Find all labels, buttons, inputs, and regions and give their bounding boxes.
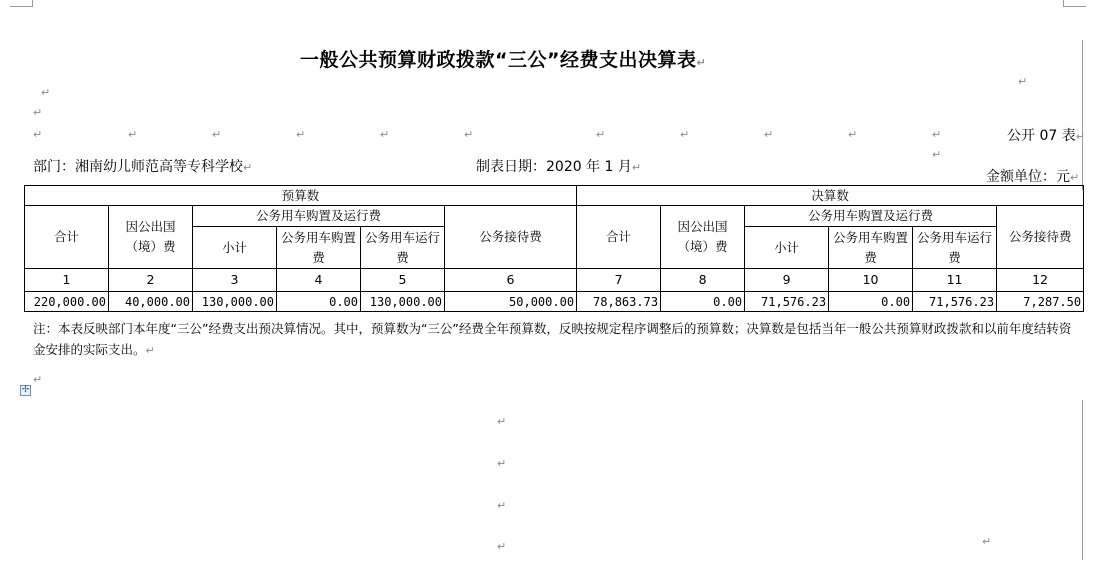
- actual-total-value: 78,863.73: [577, 292, 661, 312]
- form-code: 公开 07 表↵: [1007, 128, 1085, 144]
- paragraph-mark: ↵: [1018, 75, 1028, 88]
- paragraph-mark: ↵: [497, 415, 507, 428]
- column-number: 10: [829, 269, 913, 292]
- paragraph-mark: ↵: [33, 128, 43, 141]
- budget-operation-header: 公务用车运行费: [361, 227, 445, 269]
- column-number: 7: [577, 269, 661, 292]
- paragraph-mark: ↵: [764, 128, 774, 141]
- actual-total-header: 合计: [577, 206, 661, 269]
- actual-purchase-header: 公务用车购置费: [829, 227, 913, 269]
- paragraph-mark: ↵: [41, 86, 51, 99]
- currency-unit: 金额单位：元↵: [986, 169, 1080, 185]
- department-label: 部门：湘南幼儿师范高等专科学校↵: [33, 159, 253, 175]
- actual-vehicle-subtotal-value: 71,576.23: [745, 292, 829, 312]
- top-right-crop-mark: [1063, 0, 1086, 7]
- paragraph-mark: ↵: [296, 128, 306, 141]
- budget-purchase-value: 0.00: [277, 292, 361, 312]
- actual-abroad-value: 0.00: [661, 292, 745, 312]
- right-margin-line: [1082, 40, 1083, 190]
- paragraph-mark: ↵: [380, 128, 390, 141]
- actual-vehicle-header: 公务用车购置及运行费: [745, 206, 997, 227]
- report-date: 制表日期：2020 年 1 月↵: [476, 159, 642, 175]
- header-row-1: [25, 206, 1084, 227]
- column-number: 4: [277, 269, 361, 292]
- actual-operation-value: 71,576.23: [913, 292, 997, 312]
- column-number: 11: [913, 269, 997, 292]
- value-row: [25, 292, 1084, 312]
- actual-reception-header: 公务接待费: [997, 206, 1084, 269]
- budget-total-header: 合计: [25, 206, 109, 269]
- budget-operation-value: 130,000.00: [361, 292, 445, 312]
- paragraph-mark: ↵: [932, 128, 942, 141]
- column-number: 1: [25, 269, 109, 292]
- column-number: 5: [361, 269, 445, 292]
- actual-operation-header: 公务用车运行费: [913, 227, 997, 269]
- table-note: 注：本表反映部门本年度“三公”经费支出预决算情况。其中，预算数为“三公”经费全年预算数，反映按规定程序调整后的预算数；决算数是包括当年一般公共预算财政拨款和以前年度结转资金安排的实际支出。↵: [33, 321, 1072, 357]
- budget-vehicle-subtotal-value: 130,000.00: [193, 292, 277, 312]
- column-number: 9: [745, 269, 829, 292]
- budget-total-value: 220,000.00: [25, 292, 109, 312]
- budget-subtotal-header: 小计: [193, 227, 277, 269]
- budget-vehicle-header: 公务用车购置及运行费: [193, 206, 445, 227]
- column-number: 8: [661, 269, 745, 292]
- budget-group-header: 预算数: [25, 186, 577, 206]
- actual-group-header: 决算数: [577, 186, 1084, 206]
- column-number: 3: [193, 269, 277, 292]
- budget-abroad-header: 因公出国（境）费: [109, 206, 193, 269]
- table-move-anchor-icon[interactable]: ✢: [21, 385, 30, 395]
- column-number: 6: [445, 269, 577, 292]
- paragraph-mark: ↵: [33, 373, 43, 386]
- page-title: [300, 45, 706, 72]
- budget-purchase-header: 公务用车购置费: [277, 227, 361, 269]
- budget-reception-header: 公务接待费: [445, 206, 577, 269]
- paragraph-mark: ↵: [464, 128, 474, 141]
- paragraph-mark: ↵: [497, 457, 507, 470]
- paragraph-mark: ↵: [932, 148, 942, 161]
- paragraph-mark: ↵: [497, 540, 507, 553]
- budget-abroad-value: 40,000.00: [109, 292, 193, 312]
- actual-reception-value: 7,287.50: [997, 292, 1084, 312]
- paragraph-mark: ↵: [33, 106, 43, 119]
- paragraph-mark: ↵: [596, 128, 606, 141]
- actual-abroad-header: 因公出国（境）费: [661, 206, 745, 269]
- title-text: 一般公共预算财政拨款“三公”经费支出决算表: [300, 49, 697, 71]
- paragraph-mark: ↵: [212, 128, 222, 141]
- top-left-crop-mark: [10, 0, 33, 7]
- budget-reception-value: 50,000.00: [445, 292, 577, 312]
- column-number: 12: [997, 269, 1084, 292]
- paragraph-mark: ↵: [128, 128, 138, 141]
- expense-table: [24, 185, 1084, 312]
- column-number-row: [25, 269, 1084, 292]
- paragraph-mark: ↵: [696, 56, 707, 69]
- actual-subtotal-header: 小计: [745, 227, 829, 269]
- paragraph-mark: ↵: [982, 535, 992, 548]
- right-margin-line-lower: [1082, 400, 1083, 560]
- group-header-row: [25, 186, 1084, 206]
- actual-purchase-value: 0.00: [829, 292, 913, 312]
- paragraph-mark: ↵: [680, 128, 690, 141]
- column-number: 2: [109, 269, 193, 292]
- paragraph-mark: ↵: [497, 499, 507, 512]
- paragraph-mark: ↵: [848, 128, 858, 141]
